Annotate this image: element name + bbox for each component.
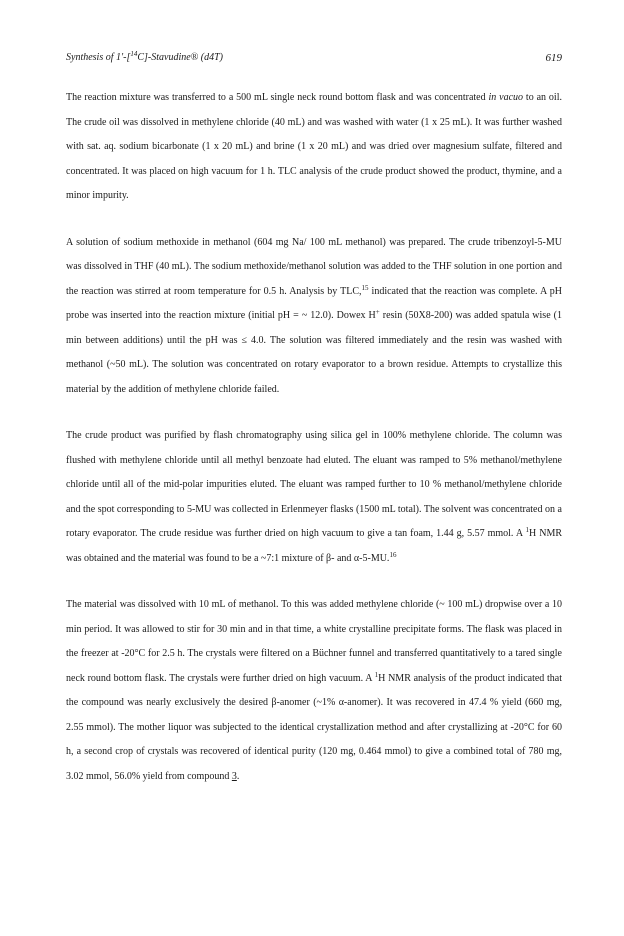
running-title-suffix: C]-Stavudine® (d4T) (137, 52, 224, 63)
text-run: indicated that the reaction was complete. A pH probe was inserted into the reaction mixture (initial pH = ~ 12.0). Dowex H (66, 285, 563, 321)
running-header (66, 52, 562, 68)
text-run-italic: in vacuo (488, 92, 524, 103)
page-number: 619 (545, 52, 562, 64)
text-run: The reaction mixture was transferred to a 500 mL single neck round bottom flask and was concentrated (66, 92, 489, 103)
running-title-isotope: 14 (130, 50, 138, 58)
body-text (66, 86, 562, 811)
paragraph-deprotection (66, 231, 562, 403)
superscript: + (375, 308, 380, 316)
footnote-ref: 16 (389, 550, 397, 559)
text-run: H NMR analysis of the product indicated that the compound was nearly exclusively the desired β-anomer (~1% α-anomer). It was recovered in 47.4 % yield (660 mg, 2.55 mmol). The mother liquor was subjected to the identical crystallization method and after crystallizing at -20°C for 60 h, a second crop of crystals was recovered of identical purity (120 mg, 0.464 mmol) to give a combined total of 780 mg, 3.02 mmol, 56.0% yield from compound (66, 672, 562, 782)
text-run: H NMR was obtained and the material was found to be a ~7:1 mixture of β- and α-5-MU. (66, 528, 563, 564)
paragraph-chromatography (66, 424, 562, 571)
superscript: 1 (525, 526, 530, 534)
running-title-prefix: Synthesis of 1'-[ (66, 52, 131, 63)
text-run: resin (50X8-200) was added spatula wise (1 min between additions) until the pH was ≤ 4.0. The solution was filtered immediately and the resin was washed with methanol (~50 mL). The solution was concentrated on rotary evaporator to a brown residue. Attempts to crystallize this material by the addition of methylene chloride failed. (66, 310, 562, 395)
paragraph-workup (66, 86, 562, 209)
compound-ref: 3 (231, 770, 237, 782)
running-title (66, 52, 223, 63)
text-run: to an oil. The crude oil was dissolved in methylene chloride (40 mL) and was washed with water (1 x 25 mL). It was further washed with sat. aq. sodium bicarbonate (1 x 20 mL) and brine (1 x 20 mL) and was dried over magnesium sulfate, filtered and concentrated. It was placed on high vacuum for 1 h. TLC analysis of the crude product showed the product, thymine, and a minor impurity. (66, 92, 562, 201)
paragraph-crystallization (66, 593, 562, 789)
footnote-ref: 15 (361, 283, 369, 292)
text-run: . (236, 770, 240, 782)
superscript: 1 (374, 670, 379, 679)
text-run: A solution of sodium methoxide in methanol (604 mg Na/ 100 mL methanol) was prepared. The crude tribenzoyl-5-MU was dissolved in THF (40 mL). The sodium methoxide/methanol solution was added to the THF solution in one portion and the reaction was stirred at room temperature for 0.5 h. Analysis by TLC, (66, 236, 562, 297)
text-run: The material was dissolved with 10 mL of methanol. To this was added methylene chloride (~ 100 mL) dropwise over a 10 min period. It was allowed to stir for 30 min and in that time, a white crystalline precipitate forms. The flask was placed in the freezer at -20°C for 2.5 h. The crystals were filtered on a Büchner funnel and transferred quantitatively to a tared single neck round bottom flask. The crystals were further dried on high vacuum. A (66, 599, 562, 684)
text-run: The crude product was purified by flash chromatography using silica gel in 100% methylene chloride. The column was flushed with methylene chloride until all methyl benzoate had eluted. The eluant was ramped to 5% methanol/methylene chloride until all of the mid-polar impurities eluted. The eluant was ramped further to 10 % methanol/methylene chloride and the spot corresponding to 5-MU was collected in Erlenmeyer flasks (1500 mL total). The solvent was concentrated on a rotary evaporator. The crude residue was further dried on high vacuum to give a tan foam, 1.44 g, 5.57 mmol. A (66, 430, 562, 539)
